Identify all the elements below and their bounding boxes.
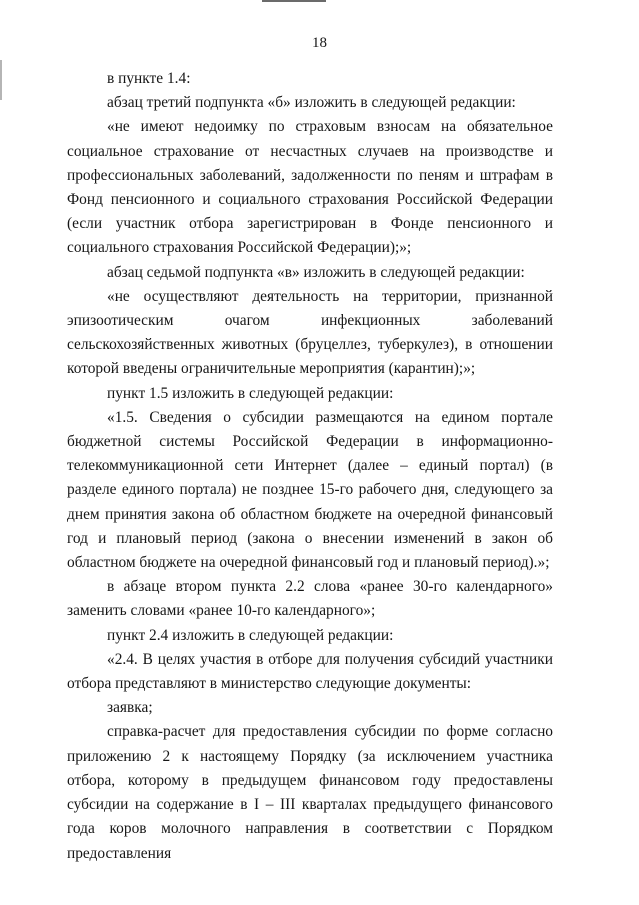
paragraph: в абзаце втором пункта 2.2 слова «ранее 30-го календарного» заменить словами «ранее 10-го календарного»; [67,578,553,620]
paragraph: в пункте 1.4: [107,70,191,87]
paragraph: справка-расчет для предоставления субсидии по форме согласно приложению 2 к настоящему Порядку (за исключением участника отбора, которому в предыдущем финансовом году предоставлены субсидии на содержание в I – III кварталах предыдущего финансового года коров молочного направления в соответствии с Порядком предоставления [67,723,553,862]
scan-mark-top [262,0,326,2]
paragraph: «2.4. В целях участия в отборе для получения субсидий участники отбора представляют в министерство следующие документы: [67,650,553,693]
paragraph: абзац седьмой подпункта «в» изложить в следующей редакции: [107,263,525,281]
page-number: 18 [312,35,327,51]
paragraph: пункт 2.4 изложить в следующей редакции: [107,626,394,644]
paragraph: пункт 1.5 изложить в следующей редакции: [107,384,394,402]
paragraph: «не осуществляют деятельность на территории, признанной эпизоотическим очагом инфекционных заболеваний сельскохозяйственных животных (бруцеллез, туберкулез), в отношении которой введены ограничительные мероприятия (карантин);»; [67,287,553,378]
document-body [67,67,553,866]
scan-mark-left [0,60,2,100]
paragraph: «1.5. Сведения о субсидии размещаются на едином портале бюджетной системы Российской Федерации в информационно-телекоммуникационной сети Интернет (далее – единый портал) (в разделе единого портала) не позднее 15-го рабочего дня, следующего за днем принятия закона об областном бюджете на очередной финансовый год и плановый период (закона о внесении изменений в закон об областном бюджете на очередной финансовый год и плановый период).»; [67,408,553,572]
paragraph: «не имеют недоимку по страховым взносам на обязательное социальное страхование от несчастных случаев на производстве и профессиональных заболеваний, задолженности по пеням и штрафам в Фонд пенсионного и социального страхования Российской Федерации (если участник отбора зарегистрирован в Фонде пенсионного и социального страхования Российской Федерации);»; [67,118,553,257]
paragraph: абзац третий подпункта «б» изложить в следующей редакции: [107,94,516,112]
paragraph: заявка; [107,699,153,717]
